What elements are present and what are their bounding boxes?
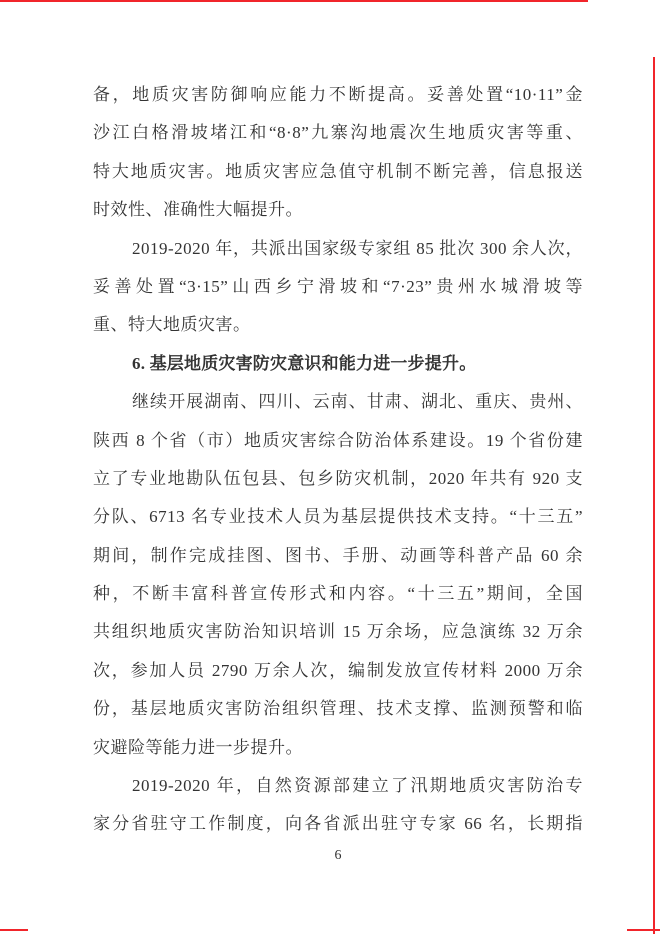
crop-mark-bottom-right [627, 929, 660, 931]
crop-mark-right [653, 57, 655, 934]
heading-line: 6. 基层地质灾害防灾意识和能力进一步提升。 [132, 353, 477, 373]
text-line: 特大地质灾害。地质灾害应急值守机制不断完善，信息报送 [93, 161, 583, 181]
text-line: 时效性、准确性大幅提升。 [93, 200, 303, 220]
crop-mark-top [0, 0, 588, 2]
text-line: 2019-2020 年，自然资源部建立了汛期地质灾害防治专 [132, 776, 583, 796]
text-line: 分队、6713 名专业技术人员为基层提供技术支持。“十三五” [93, 507, 583, 527]
text-line: 立了专业地勘队伍包县、包乡防灾机制，2020 年共有 920 支 [93, 468, 583, 488]
text-line: 沙江白格滑坡堵江和“8·8”九寨沟地震次生地质灾害等重、 [93, 123, 583, 143]
text-line: 种，不断丰富科普宣传形式和内容。“十三五”期间，全国 [93, 584, 583, 604]
page-body [93, 76, 583, 844]
text-line: 家分省驻守工作制度，向各省派出驻守专家 66 名，长期指 [93, 814, 583, 834]
text-line: 期间，制作完成挂图、图书、手册、动画等科普产品 60 余 [93, 545, 583, 565]
text-line: 共组织地质灾害防治知识培训 15 万余场，应急演练 32 万余 [93, 622, 583, 642]
text-line: 份，基层地质灾害防治组织管理、技术支撑、监测预警和临 [93, 699, 583, 719]
crop-mark-bottom-left [0, 929, 28, 931]
text-line: 备，地质灾害防御响应能力不断提高。妥善处置“10·11”金 [93, 85, 583, 104]
page-number: 6 [334, 848, 342, 863]
text-line: 灾避险等能力进一步提升。 [93, 737, 303, 757]
text-line: 妥善处置“3·15”山西乡宁滑坡和“7·23”贵州水城滑坡等 [93, 276, 583, 296]
text-line: 次，参加人员 2790 万余人次，编制发放宣传材料 2000 万余 [93, 660, 583, 680]
text-line: 继续开展湖南、四川、云南、甘肃、湖北、重庆、贵州、 [132, 392, 583, 412]
text-line: 2019-2020 年，共派出国家级专家组 85 批次 300 余人次， [132, 238, 583, 258]
text-line: 重、特大地质灾害。 [93, 315, 251, 335]
text-line: 陕西 8 个省（市）地质灾害综合防治体系建设。19 个省份建 [93, 430, 583, 450]
